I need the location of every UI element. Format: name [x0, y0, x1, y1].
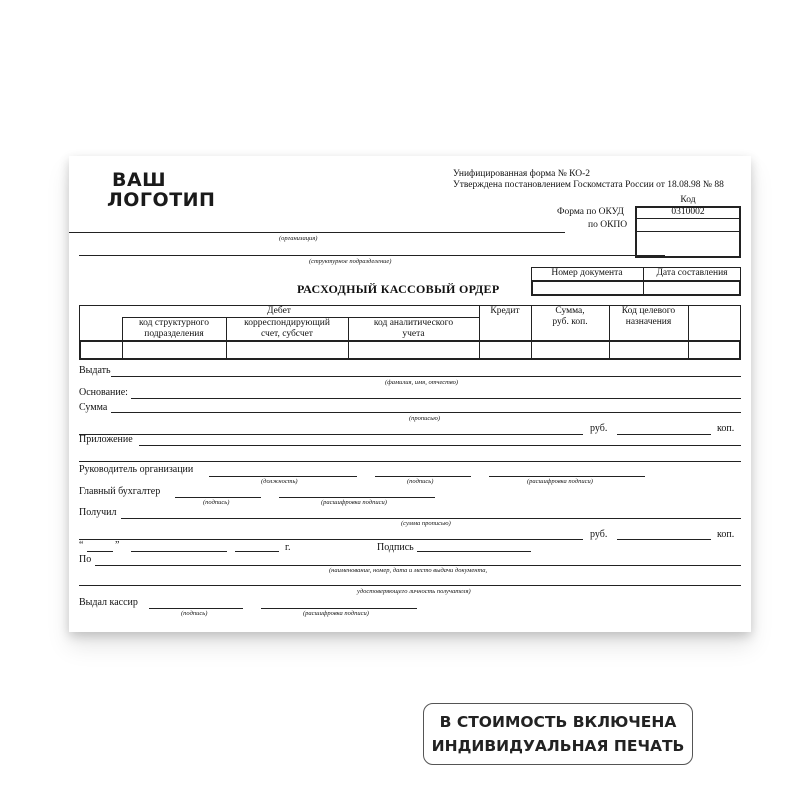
cashier-signature-line[interactable] [149, 608, 243, 609]
document-title: РАСХОДНЫЙ КАССОВЫЙ ОРДЕР [297, 282, 500, 296]
cashier-decode-line[interactable] [261, 608, 417, 609]
chief-accountant-label: Главный бухгалтер [79, 486, 161, 497]
by-label: По [79, 554, 92, 565]
rub-label-2: руб. [590, 529, 608, 540]
identity-caption: удостоверяющего личность получателя) [357, 588, 471, 595]
head-decode-caption: (расшифровка подписи) [527, 478, 593, 485]
rub-line-2[interactable] [617, 539, 711, 540]
subdivision-caption: (структурное подразделение) [309, 258, 392, 265]
logo-placeholder [107, 170, 215, 210]
debit-header: Дебет [267, 306, 291, 316]
attachment-line[interactable] [139, 445, 741, 446]
badge-line-2: ИНДИВИДУАЛЬНАЯ ПЕЧАТЬ [431, 737, 685, 755]
cash-order-form [69, 156, 751, 632]
chief-decode-line[interactable] [279, 497, 435, 498]
received-line-2[interactable] [79, 539, 583, 540]
date-quote-open: “ [79, 540, 84, 551]
document-line[interactable] [95, 565, 741, 566]
chief-signature-line[interactable] [175, 497, 261, 498]
doc-info-values [531, 280, 741, 296]
head-label: Руководитель организации [79, 464, 194, 475]
okud-label: Форма по ОКУД [557, 207, 624, 217]
print-included-badge [423, 703, 693, 765]
badge-line-1: В СТОИМОСТЬ ВКЛЮЧЕНА [439, 713, 677, 731]
chief-decode-caption: (расшифровка подписи) [321, 499, 387, 506]
code-box-divider-2 [635, 231, 741, 232]
day-line[interactable] [87, 551, 113, 552]
head-decode-line[interactable] [489, 476, 645, 477]
amount-line[interactable] [111, 412, 741, 413]
subdivision-code-header: код структурного подразделения [139, 318, 209, 339]
attachment-label: Приложение [79, 434, 133, 445]
month-line[interactable] [131, 551, 227, 552]
head-position-line[interactable] [209, 476, 357, 477]
cashier-decode-caption: (расшифровка подписи) [303, 610, 369, 617]
received-line[interactable] [121, 518, 741, 519]
head-signature-caption: (подпись) [407, 478, 434, 485]
doc-number-label: Номер документа [551, 268, 623, 278]
in-words-caption: (прописью) [409, 415, 441, 422]
year-line[interactable] [235, 551, 279, 552]
col-7 [688, 305, 689, 360]
cashier-label: Выдал кассир [79, 597, 138, 608]
received-label: Получил [79, 507, 117, 518]
rub-line-1[interactable] [617, 434, 711, 435]
cashier-signature-caption: (подпись) [181, 610, 208, 617]
form-name: Унифицированная форма № КО-2 [453, 169, 591, 179]
attachment-line-2[interactable] [79, 461, 741, 462]
code-label: Код [680, 195, 696, 205]
amount-header: Сумма, руб. коп. [552, 306, 588, 327]
year-label: г. [285, 542, 291, 553]
logo-line-1: ВАШ [112, 169, 167, 191]
organization-line [79, 232, 565, 233]
code-box-divider-1 [635, 218, 741, 219]
logo-line-2: ЛОГОТИП [107, 189, 216, 211]
recipient-signature-line[interactable] [417, 551, 531, 552]
amount-line-2[interactable] [79, 434, 583, 435]
fio-caption: (фамилия, имя, отчество) [385, 379, 459, 386]
date-quote-close: ” [115, 540, 120, 551]
kop-label-1: коп. [717, 423, 735, 434]
kop-label-2: коп. [717, 529, 735, 540]
approval-text: Утверждена постановлением Госкомстата России от 18.08.98 № 88 [453, 180, 724, 190]
corr-account-header: корреспондирующий счет, субсчет [244, 318, 330, 339]
amount-label: Сумма [79, 402, 108, 413]
main-table-value-row [79, 340, 741, 360]
document-caption: (наименование, номер, дата и место выдачи документа, [329, 567, 488, 574]
organization-caption: (организация) [279, 235, 318, 242]
basis-label: Основание: [79, 387, 128, 398]
basis-line[interactable] [131, 398, 741, 399]
chief-signature-caption: (подпись) [203, 499, 230, 506]
sum-words-caption: (сумма прописью) [401, 520, 451, 527]
issue-line[interactable] [111, 376, 741, 377]
okud-value: 0310002 [671, 207, 705, 217]
okpo-label: по ОКПО [588, 220, 628, 230]
head-signature-line[interactable] [375, 476, 471, 477]
doc-date-label: Дата составления [656, 268, 728, 278]
position-caption: (должность) [261, 478, 298, 485]
document-line-2[interactable] [79, 585, 741, 586]
signature-label: Подпись [377, 542, 414, 553]
rub-label-1: руб. [590, 423, 608, 434]
analytic-code-header: код аналитического учета [373, 318, 454, 339]
issue-label: Выдать [79, 365, 111, 376]
credit-header: Кредит [490, 306, 520, 316]
purpose-code-header: Код целевого назначения [621, 306, 676, 327]
subdivision-line [79, 255, 665, 256]
